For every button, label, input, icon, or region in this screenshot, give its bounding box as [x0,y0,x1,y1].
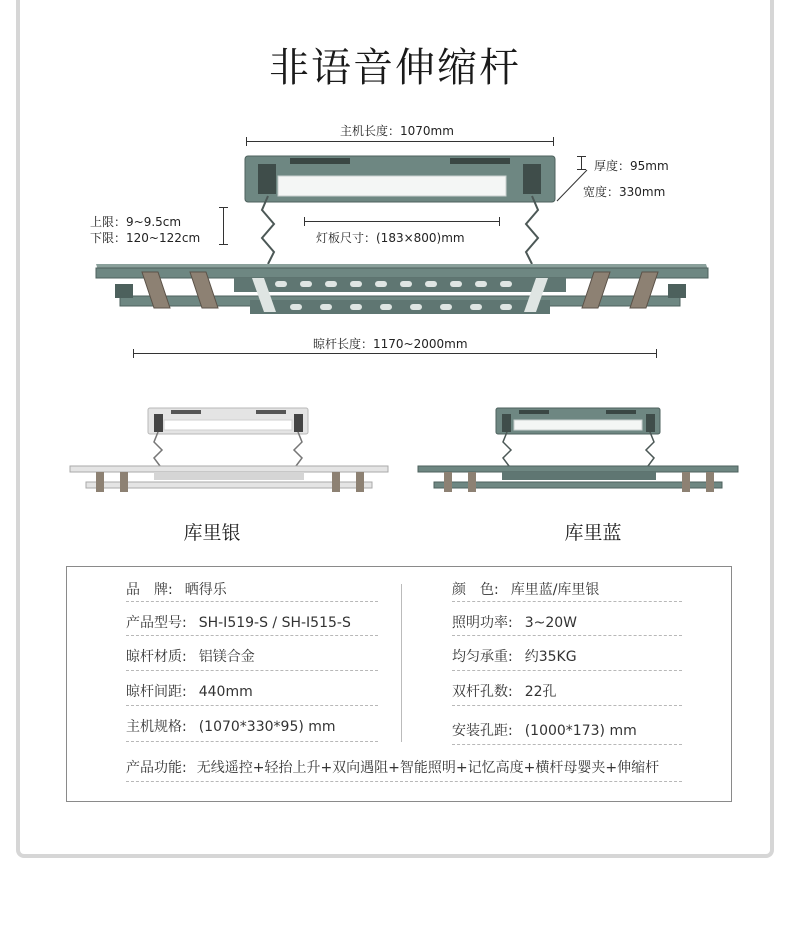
spec-key: 双杆孔数: [452,684,513,700]
thickness-label: 厚度：95mm [594,159,669,173]
spec-value: (1000*173) mm [524,723,637,739]
spec-value: 晒得乐 [184,582,227,598]
spec-value: 约35KG [524,649,577,665]
spec-value: 3~20W [524,615,578,631]
spec-row-material [126,646,255,666]
spec-value: 22孔 [524,684,557,700]
spec-row-holes [452,681,557,701]
spec-key: 产品型号: [126,615,187,631]
spec-row-model [126,612,351,632]
variant-silver-name: 库里银 [183,522,241,544]
spec-value: 库里蓝/库里银 [510,582,600,598]
light-panel-line [304,221,500,222]
width-label: 宽度：330mm [583,185,666,199]
spec-value: 440mm [198,684,253,700]
spec-key: 晾杆材质: [126,649,187,665]
light-panel-label: 灯板尺寸：(183×800)mm [316,231,465,245]
spec-key: 主机规格: [126,719,187,735]
spec-row-spacing [126,681,253,701]
spec-row-functions [126,757,659,777]
host-length-label: 主机长度：1070mm [340,124,454,138]
spec-row-load [452,646,577,666]
spec-divider [401,584,402,742]
rod-length-label: 晾杆长度：1170~2000mm [313,337,468,351]
spec-key: 晾杆间距: [126,684,187,700]
spec-row-color [452,579,599,599]
spec-value: SH-I519-S / SH-I515-S [198,615,351,631]
spec-key: 产品功能: [126,760,187,776]
spec-key: 安装孔距: [452,723,513,739]
spec-key: 颜 色: [452,582,499,598]
spec-row-host-spec [126,716,336,736]
spec-row-power [452,612,577,632]
silver-variant-illustration [66,400,392,504]
spec-key: 均匀承重: [452,649,513,665]
page-title: 非语音伸缩杆 [269,45,521,91]
rod-length-line [133,353,657,354]
upper-limit-label: 上限：9~9.5cm [90,215,182,229]
lower-limit-label: 下限：120~122cm [90,231,201,245]
spec-value: 无线遥控+轻抬上升+双向遇阻+智能照明+记忆高度+横杆母婴夹+伸缩杆 [196,760,660,776]
host-length-line [246,141,554,142]
main-product-illustration [0,0,790,370]
spec-key: 照明功率: [452,615,513,631]
spec-value: 铝镁合金 [198,649,255,665]
height-range-line [223,207,224,245]
spec-row-brand [126,579,227,599]
spec-value: (1070*330*95) mm [198,719,336,735]
spec-key: 品 牌: [126,582,173,598]
blue-variant-illustration [414,400,742,504]
spec-row-install-distance [452,720,637,740]
variant-blue-name: 库里蓝 [564,522,622,544]
